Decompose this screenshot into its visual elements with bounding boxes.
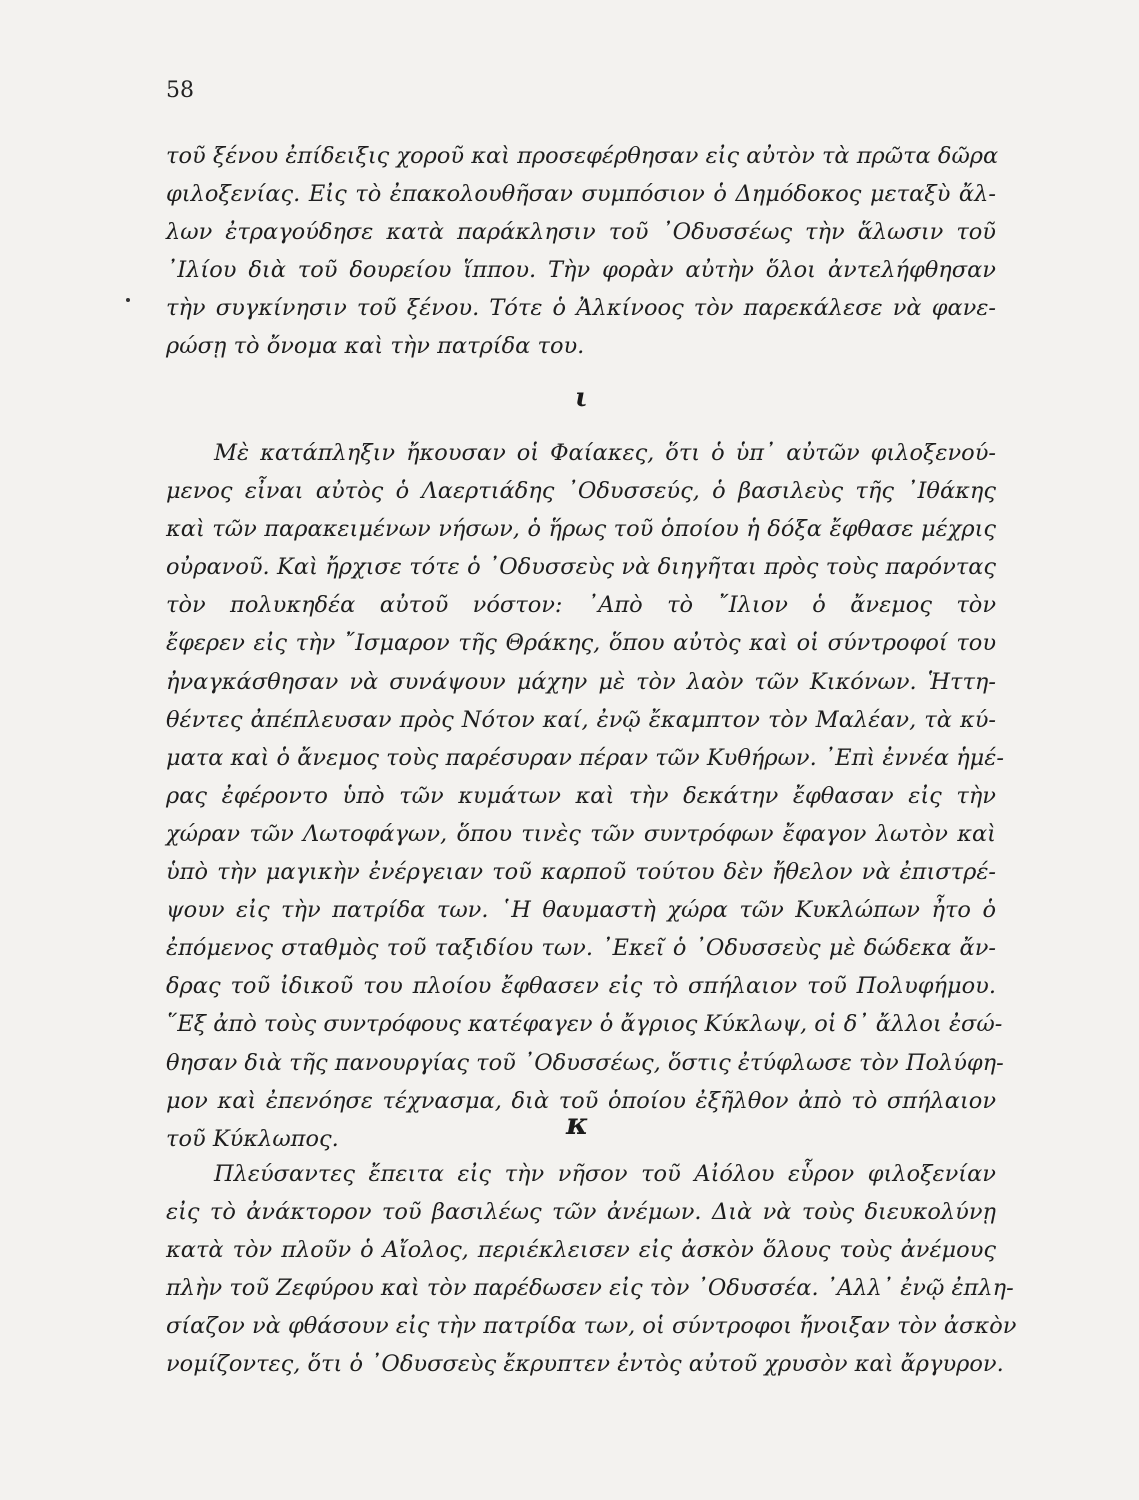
- margin-dot: [126, 298, 130, 302]
- text-line: πλὴν τοῦ Ζεφύρου καὶ τὸν παρέδωσεν εἰς τὸν ᾿Οδυσσέα. ᾿Αλλ᾿ ἐνῷ ἐπλη-: [166, 1275, 1014, 1302]
- text-line: ρας ἐφέροντο ὑπὸ τῶν κυμάτων καὶ τὴν δεκάτην ἔφθασαν εἰς τὴν: [166, 782, 996, 809]
- text-line: κατὰ τὸν πλοῦν ὁ Αἴολος, περιέκλεισεν εἰς ἀσκὸν ὅλους τοὺς ἀνέμους: [166, 1237, 996, 1264]
- text-line: θησαν διὰ τῆς πανουργίας τοῦ ᾿Οδυσσέως, ὅστις ἐτύφλωσε τὸν Πολύφη-: [166, 1049, 1004, 1076]
- text-line: τοῦ Κύκλωπος.: [166, 1125, 339, 1152]
- text-line: ἔφερεν εἰς τὴν ῎Ισμαρον τῆς Θράκης, ὅπου αὐτὸς καὶ οἱ σύντροφοί του: [166, 630, 996, 657]
- text-line: ἠναγκάσθησαν νὰ συνάψουν μάχην μὲ τὸν λαὸν τῶν Κικόνων. Ἡττη-: [166, 668, 996, 695]
- text-line: μενος εἶναι αὐτὸς ὁ Λαερτιάδης ᾿Οδυσσεύς, ὁ βασιλεὺς τῆς ᾿Ιθάκης: [166, 478, 996, 505]
- section-mark-iota: ι: [575, 383, 588, 413]
- text-line: μον καὶ ἐπενόησε τέχνασμα, διὰ τοῦ ὁποίου ἐξῆλθον ἀπὸ τὸ σπήλαιον: [166, 1087, 996, 1114]
- text-line: φιλοξενίας. Εἰς τὸ ἐπακολουθῆσαν συμπόσιον ὁ Δημόδοκος μεταξὺ ἄλ-: [166, 181, 996, 208]
- text-line: ψουν εἰς τὴν πατρίδα των. ῾Η θαυμαστὴ χώρα τῶν Κυκλώπων ἦτο ὁ: [166, 897, 996, 924]
- text-line: τὸν πολυκηδέα αὐτοῦ νόστον: ᾿Απὸ τὸ ῎Ιλιον ὁ ἄνεμος τὸν: [166, 592, 996, 619]
- text-line: ᾿Ιλίου διὰ τοῦ δουρείου ἵππου. Τὴν φορὰν αὐτὴν ὅλοι ἀντελήφθησαν: [166, 257, 996, 284]
- text-line: ῞Εξ ἀπὸ τοὺς συντρόφους κατέφαγεν ὁ ἄγριος Κύκλωψ, οἱ δ᾿ ἄλλοι ἐσώ-: [166, 1011, 1003, 1038]
- text-line: χώραν τῶν Λωτοφάγων, ὅπου τινὲς τῶν συντρόφων ἔφαγον λωτὸν καὶ: [166, 820, 996, 847]
- text-line: θέντες ἀπέπλευσαν πρὸς Νότον καί, ἐνῷ ἔκαμπτον τὸν Μαλέαν, τὰ κύ-: [166, 706, 996, 733]
- text-line: καὶ τῶν παρακειμένων νήσων, ὁ ἥρως τοῦ ὁποίου ἡ δόξα ἔφθασε μέχρις: [166, 516, 996, 543]
- text-line: οὐρανοῦ. Καὶ ἤρχισε τότε ὁ ᾿Οδυσσεὺς νὰ διηγῆται πρὸς τοὺς παρόντας: [166, 554, 996, 581]
- text-line: ρώσῃ τὸ ὄνομα καὶ τὴν πατρίδα του.: [166, 333, 585, 360]
- text-line: ματα καὶ ὁ ἄνεμος τοὺς παρέσυραν πέραν τῶν Κυθήρων. ᾿Επὶ ἐννέα ἡμέ-: [166, 744, 1004, 771]
- text-line: ἐπόμενος σταθμὸς τοῦ ταξιδίου των. ᾿Εκεῖ ὁ ᾿Οδυσσεὺς μὲ δώδεκα ἄν-: [166, 935, 996, 962]
- text-line: Πλεύσαντες ἔπειτα εἰς τὴν νῆσον τοῦ Αἰόλου εὗρον φιλοξενίαν: [214, 1161, 996, 1187]
- page-number: 58: [166, 78, 194, 103]
- paragraph-3: [166, 1155, 1017, 1384]
- text-line: εἰς τὸ ἀνάκτορον τοῦ βασιλέως τῶν ἀνέμων. Διὰ νὰ τοὺς διευκολύνῃ: [166, 1199, 996, 1226]
- text-line: τοῦ ξένου ἐπίδειξις χοροῦ καὶ προσεφέρθησαν εἰς αὐτὸν τὰ πρῶτα δῶρα: [166, 143, 999, 169]
- section-mark-kappa: κ: [566, 1107, 589, 1142]
- paragraph-1: [166, 137, 999, 366]
- text-line: δρας τοῦ ἰδικοῦ του πλοίου ἔφθασεν εἰς τὸ σπήλαιον τοῦ Πολυφήμου.: [166, 973, 996, 1000]
- text-line: Μὲ κατάπληξιν ἤκουσαν οἱ Φαίακες, ὅτι ὁ ὑπ᾿ αὐτῶν φιλοξενού-: [214, 440, 996, 466]
- text-line: ὑπὸ τὴν μαγικὴν ἐνέργειαν τοῦ καρποῦ τούτου δὲν ἤθελον νὰ ἐπιστρέ-: [166, 859, 996, 886]
- text-line: τὴν συγκίνησιν τοῦ ξένου. Τότε ὁ Ἀλκίνοος τὸν παρεκάλεσε νὰ φανε-: [166, 295, 996, 322]
- text-line: νομίζοντες, ὅτι ὁ ᾿Οδυσσεὺς ἔκρυπτεν ἐντὸς αὐτοῦ χρυσὸν καὶ ἄργυρον.: [166, 1351, 1004, 1378]
- text-line: σίαζον νὰ φθάσουν εἰς τὴν πατρίδα των, οἱ σύντροφοι ἤνοιξαν τὸν ἀσκὸν: [166, 1313, 1017, 1340]
- text-line: λων ἐτραγούδησε κατὰ παράκλησιν τοῦ ᾿Οδυσσέως τὴν ἅλωσιν τοῦ: [166, 219, 996, 246]
- paragraph-2: [166, 434, 1004, 1158]
